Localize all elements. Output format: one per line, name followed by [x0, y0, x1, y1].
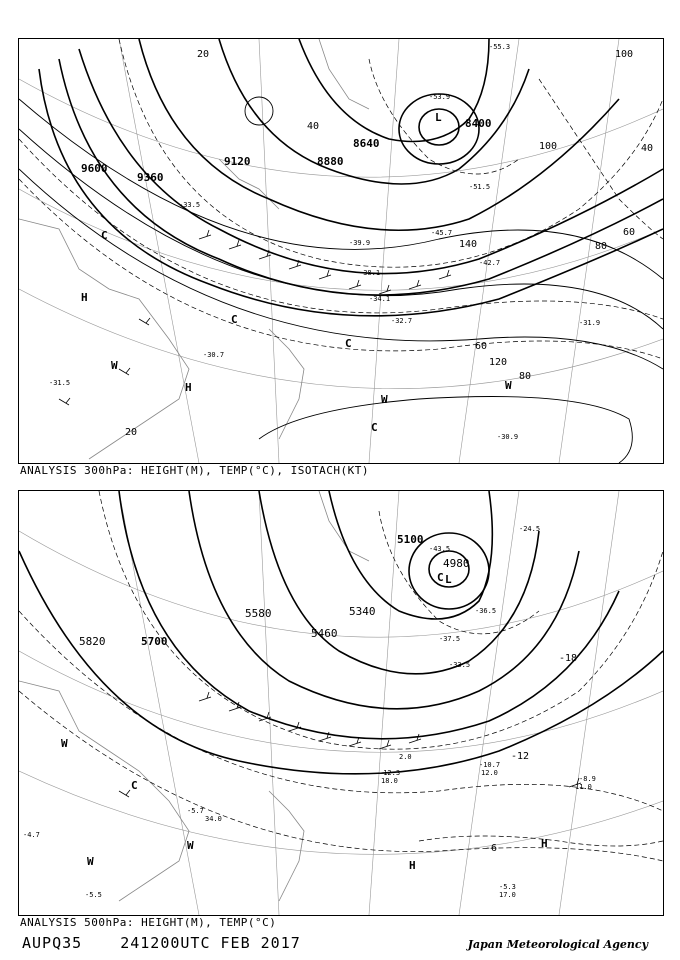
temp-label: -24.5: [519, 525, 541, 533]
temp-label: -30.9: [497, 433, 519, 441]
temp-label: -32.7: [391, 317, 413, 325]
height-label: 5460: [311, 627, 338, 640]
high-center: H: [81, 291, 88, 304]
temp-label: -45.7: [431, 229, 453, 237]
temp-label: -30.7: [203, 351, 225, 359]
high-center: H: [541, 837, 548, 850]
temp-label: -51.5: [469, 183, 491, 191]
temp-label: -31.5: [49, 379, 71, 387]
temp-label: -36.5: [475, 607, 497, 615]
height-label: 8880: [317, 155, 344, 168]
height-label: 9360: [137, 171, 164, 184]
value-label: 18.0: [381, 777, 398, 785]
temp-label: -10.7: [479, 761, 501, 769]
temp-label: -6: [485, 843, 498, 854]
warm-center: W: [381, 393, 388, 406]
temp-label: -37.5: [439, 635, 461, 643]
height-label: 8400: [465, 117, 492, 130]
temp-label: -39.9: [349, 239, 371, 247]
temp-label: -12: [511, 751, 530, 762]
temp-labels: [485, 653, 577, 854]
low-center: L: [435, 111, 442, 124]
temp-label: -33.5: [449, 661, 471, 669]
coastlines: [19, 39, 369, 459]
isotach-label: 100: [539, 141, 558, 152]
temp-label: -31.9: [579, 319, 601, 327]
isotach-label: 20: [125, 427, 138, 438]
cold-center: C: [131, 779, 138, 792]
isotach-label: 80: [595, 241, 608, 252]
agency-name: Japan Meteorological Agency: [467, 938, 648, 951]
isotach-label: 60: [623, 227, 636, 238]
map-500hpa-svg: [19, 491, 663, 915]
cold-center: C: [371, 421, 378, 434]
temp-label: -18: [559, 653, 578, 664]
chart-datetime: 241200UTC FEB 2017: [120, 934, 301, 952]
cold-center: C: [437, 571, 444, 584]
temp-label: -38.1: [359, 269, 381, 277]
temp-label: -5.5: [85, 891, 102, 899]
map-300hpa-svg: [19, 39, 663, 463]
value-label: 12.0: [481, 769, 498, 777]
isotach-label: 40: [307, 121, 320, 132]
height-label: 5820: [79, 635, 106, 648]
height-contours: [19, 491, 663, 774]
isotach-label: 40: [641, 143, 654, 154]
isotherms: [19, 491, 663, 861]
height-label: 5580: [245, 607, 272, 620]
grid-lines: [19, 491, 663, 915]
isotach-label: 80: [519, 371, 532, 382]
height-label: 5700: [141, 635, 168, 648]
warm-center: W: [505, 379, 512, 392]
isotach-label: 60: [475, 341, 488, 352]
height-label: 5100: [397, 533, 424, 546]
height-label: 9600: [81, 162, 108, 175]
temp-label: -33.5: [179, 201, 201, 209]
temp-label: -5.7: [187, 807, 204, 815]
temp-label: -55.3: [489, 43, 511, 51]
value-label: 34.0: [205, 815, 222, 823]
temp-label: -5.3: [499, 883, 516, 891]
isotach-label: 140: [459, 239, 478, 250]
temp-label: -8.9: [579, 775, 596, 783]
cold-center: C: [345, 337, 352, 350]
warm-center: W: [61, 737, 68, 750]
temp-label: -42.7: [479, 259, 501, 267]
chart-500hpa: [18, 490, 664, 916]
value-label: 2.0: [399, 753, 412, 761]
height-label: 4980: [443, 557, 470, 570]
temp-label: -53.9: [429, 93, 451, 101]
coastlines: [19, 491, 369, 901]
height-label: 9120: [224, 155, 251, 168]
caption-500hpa: ANALYSIS 500hPa: HEIGHT(M), TEMP(°C): [20, 916, 277, 929]
chart-300hpa: [18, 38, 664, 464]
temp-label: -34.1: [369, 295, 391, 303]
height-label: 8640: [353, 137, 380, 150]
high-center: H: [185, 381, 192, 394]
chart-code: [22, 934, 329, 952]
warm-center: W: [87, 855, 94, 868]
caption-300hpa: ANALYSIS 300hPa: HEIGHT(M), TEMP(°C), ISOTACH(KT): [20, 464, 370, 477]
cold-center: C: [101, 229, 108, 242]
temp-label: -4.7: [23, 831, 40, 839]
high-center: H: [409, 859, 416, 872]
pressure-centers: [81, 111, 512, 434]
grid-lines: [19, 39, 663, 463]
warm-center: W: [187, 839, 194, 852]
isotach-label: 20: [197, 49, 210, 60]
warm-center: W: [111, 359, 118, 372]
value-label: 11.0: [575, 783, 592, 791]
cold-center: C: [231, 313, 238, 326]
value-label: 17.0: [499, 891, 516, 899]
temp-label: -12.3: [379, 769, 401, 777]
low-center: L: [445, 573, 452, 586]
isotach-label: 120: [489, 357, 508, 368]
temp-label: -43.5: [429, 545, 451, 553]
height-labels: [81, 117, 492, 184]
chart-id: AUPQ35: [22, 934, 83, 952]
height-label: 5340: [349, 605, 376, 618]
isotach-label: 100: [615, 49, 634, 60]
